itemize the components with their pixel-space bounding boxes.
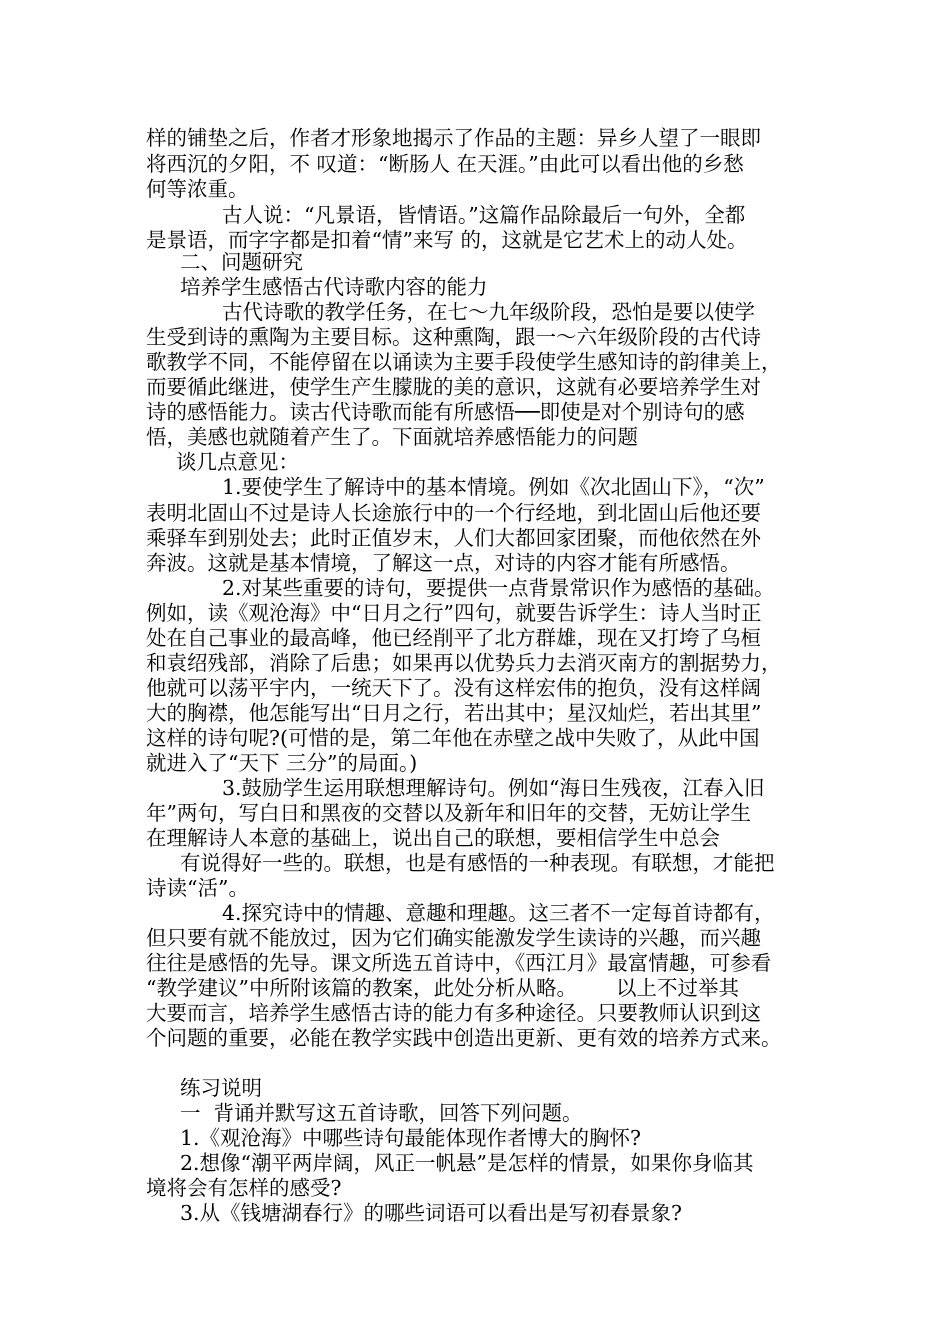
- text-line: 诗读“活”。: [146, 876, 249, 900]
- text-line: 悟，美感也就随着产生了。下面就培养感悟能力的问题: [146, 425, 638, 449]
- text-line: 和袁绍残部，消除了后患；如果再以优势兵力去消灭南方的割据势力，: [146, 651, 782, 675]
- text-line: 大的胸襟，他怎能写出“日月之行，若出其中；星汉灿烂，若出其里”: [146, 701, 762, 725]
- exercise-item: 3.从《钱塘湖春行》的哪些词语可以看出是写初春景象?: [180, 1201, 683, 1225]
- text-line: 例如，读《观沧海》中“日月之行”四句，就要告诉学生：诗人当时正: [146, 601, 762, 625]
- text-line: 样的铺垫之后，作者才形象地揭示了作品的主题：异乡人望了一眼即: [146, 126, 761, 150]
- text-line: 往往是感悟的先导。课文所选五首诗中，《西江月》最富情趣，可参看: [146, 951, 772, 975]
- exercise-item: 1.《观沧海》中哪些诗句最能体现作者博大的胸怀?: [180, 1126, 642, 1150]
- text-line: 4.探究诗中的情趣、意趣和理趣。这三者不一定每首诗都有，: [222, 901, 775, 925]
- exercise-item: 一 背诵并默写这五首诗歌，回答下列问题。: [180, 1101, 583, 1125]
- text-line: 1.要使学生了解诗中的基本情境。例如《次北固山下》，“次”: [222, 475, 765, 499]
- text-line: 处在自己事业的最高峰，他已经削平了北方群雄，现在又打垮了乌桓: [146, 626, 761, 650]
- text-line: 表明北固山不过是诗人长途旅行中的一个行经地，到北固山后他还要: [146, 501, 761, 525]
- exercise-item: 2.想像“潮平两岸阔，风正一帆悬”是怎样的情景，如果你身临其: [180, 1151, 754, 1175]
- text-line: 诗的感悟能力。读古代诗歌而能有所感悟──即使是对个别诗句的感: [146, 400, 745, 424]
- exercise-item: 境将会有怎样的感受?: [146, 1176, 342, 1200]
- subsection-heading: 培养学生感悟古代诗歌内容的能力: [180, 275, 488, 299]
- text-line: 谈几点意见：: [176, 450, 299, 474]
- text-line: “教学建议”中所附该篇的教案，此处分析从略。 以上不过举其: [146, 976, 740, 1000]
- text-line: 但只要有就不能放过，因为它们确实能激发学生读诗的兴趣，而兴趣: [146, 926, 761, 950]
- text-line: 在理解诗人本意的基础上，说出自己的联想，要相信学生中总会: [146, 826, 720, 850]
- text-line: 乘驿车到别处去；此时正值岁末，人们大都回家团聚，而他依然在外: [146, 526, 761, 550]
- text-line: 他就可以荡平宇内，一统天下了。没有这样宏伟的抱负，没有这样阔: [146, 676, 761, 700]
- text-line: 年”两句，写白日和黑夜的交替以及新年和旧年的交替，无妨让学生: [146, 801, 751, 825]
- text-line: 古代诗歌的教学任务，在七～九年级阶段，恐怕是要以使学: [222, 300, 755, 324]
- text-line: 就进入了“天下 三分”的局面。): [146, 751, 418, 775]
- text-line: 歌教学不同，不能停留在以诵读为主要手段使学生感知诗的韵律美上，: [146, 350, 782, 374]
- text-line: 奔波。这就是基本情境，了解这一点，对诗的内容才能有所感悟。: [146, 551, 741, 575]
- text-line: 大要而言，培养学生感悟古诗的能力有多种途径。只要教师认识到这: [146, 1001, 761, 1025]
- text-line: 将西沉的夕阳，不 叹道：“断肠人 在天涯。”由此可以看出他的乡愁: [146, 152, 744, 176]
- text-line: 这样的诗句呢?(可惜的是，第二年他在赤壁之战中失败了，从此中国: [146, 726, 760, 750]
- text-line: 3.鼓励学生运用联想理解诗句。例如“海日生残夜，江春入旧: [222, 776, 765, 800]
- text-line: 古人说：“凡景语，皆情语。”这篇作品除最后一句外，全都: [222, 203, 746, 227]
- text-line: 而要循此继进，使学生产生朦胧的美的意识，这就有必要培养学生对: [146, 375, 761, 399]
- text-line: 个问题的重要，必能在教学实践中创造出更新、更有效的培养方式来。: [146, 1026, 782, 1050]
- section-heading: 二、问题研究: [180, 250, 303, 274]
- text-line: 生受到诗的熏陶为主要目标。这种熏陶，跟一～六年级阶段的古代诗: [146, 325, 761, 349]
- text-line: 何等浓重。: [146, 177, 249, 201]
- text-line: 有说得好一些的。联想，也是有感悟的一种表现。有联想，才能把: [180, 851, 775, 875]
- text-line: 2.对某些重要的诗句，要提供一点背景常识作为感悟的基础。: [222, 576, 775, 600]
- exercise-heading: 练习说明: [180, 1076, 262, 1100]
- text-line: 是景语，而字字都是扣着“情”来写 的，这就是它艺术上的动人处。: [146, 228, 748, 252]
